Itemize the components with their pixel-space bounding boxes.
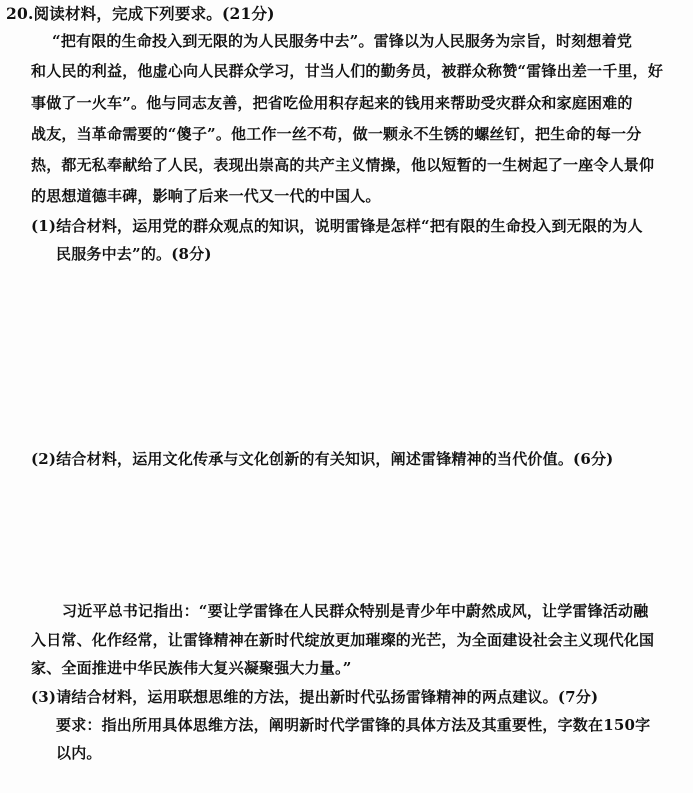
sub-question-1-line-1: (1)结合材料，运用党的群众观点的知识，说明雷锋是怎样“把有限的生命投入到无限的为人 xyxy=(31,217,643,235)
material-2-line-2: 入日常、化作经常，让雷锋精神在新时代绽放更加璀璨的光芒，为全面建设社会主义现代化国 xyxy=(31,631,655,649)
material-2-line-3: 家、全面推进中华民族伟大复兴凝聚强大力量。” xyxy=(31,659,352,677)
material-1-line-3: 事做了一火车”。他与同志友善，把省吃俭用积存起来的钱用来帮助受灾群众和家庭困难的 xyxy=(31,94,633,112)
material-2-line-1: 习近平总书记指出：“要让学雷锋在人民群众特别是青少年中蔚然成风，让学雷锋活动融 xyxy=(62,602,649,620)
material-1-line-1: “把有限的生命投入到无限的为人民服务中去”。雷锋以为人民服务为宗旨，时刻想着党 xyxy=(52,32,633,50)
question-heading: 20.阅读材料，完成下列要求。(21分) xyxy=(6,4,275,23)
material-1-line-4: 战友，当革命需要的“傻子”。他工作一丝不苟，做一颗永不生锈的螺丝钉，把生命的每一分 xyxy=(31,125,642,143)
sub-question-1-line-2: 民服务中去”的。(8分) xyxy=(56,245,212,263)
requirement-line-2: 以内。 xyxy=(56,744,102,762)
sub-question-3: (3)请结合材料，运用联想思维的方法，提出新时代弘扬雷锋精神的两点建议。(7分) xyxy=(31,688,599,706)
material-1-line-6: 的思想道德丰碑，影响了后来一代又一代的中国人。 xyxy=(31,187,381,205)
answer-area-1 xyxy=(31,275,671,435)
answer-area-2 xyxy=(31,476,671,586)
sub-question-2: (2)结合材料，运用文化传承与文化创新的有关知识，阐述雷锋精神的当代价值。(6分) xyxy=(31,450,614,468)
material-1-line-5: 热，都无私奉献给了人民，表现出崇高的共产主义情操，他以短暂的一生树起了一座令人景仰 xyxy=(31,156,655,174)
material-1-line-2: 和人民的利益，他虚心向人民群众学习，甘当人们的勤务员，被群众称赞“雷锋出差一千里，好 xyxy=(31,62,664,80)
requirement-line-1: 要求：指出所用具体思维方法，阐明新时代学雷锋的具体方法及其重要性，字数在150字 xyxy=(56,716,651,734)
